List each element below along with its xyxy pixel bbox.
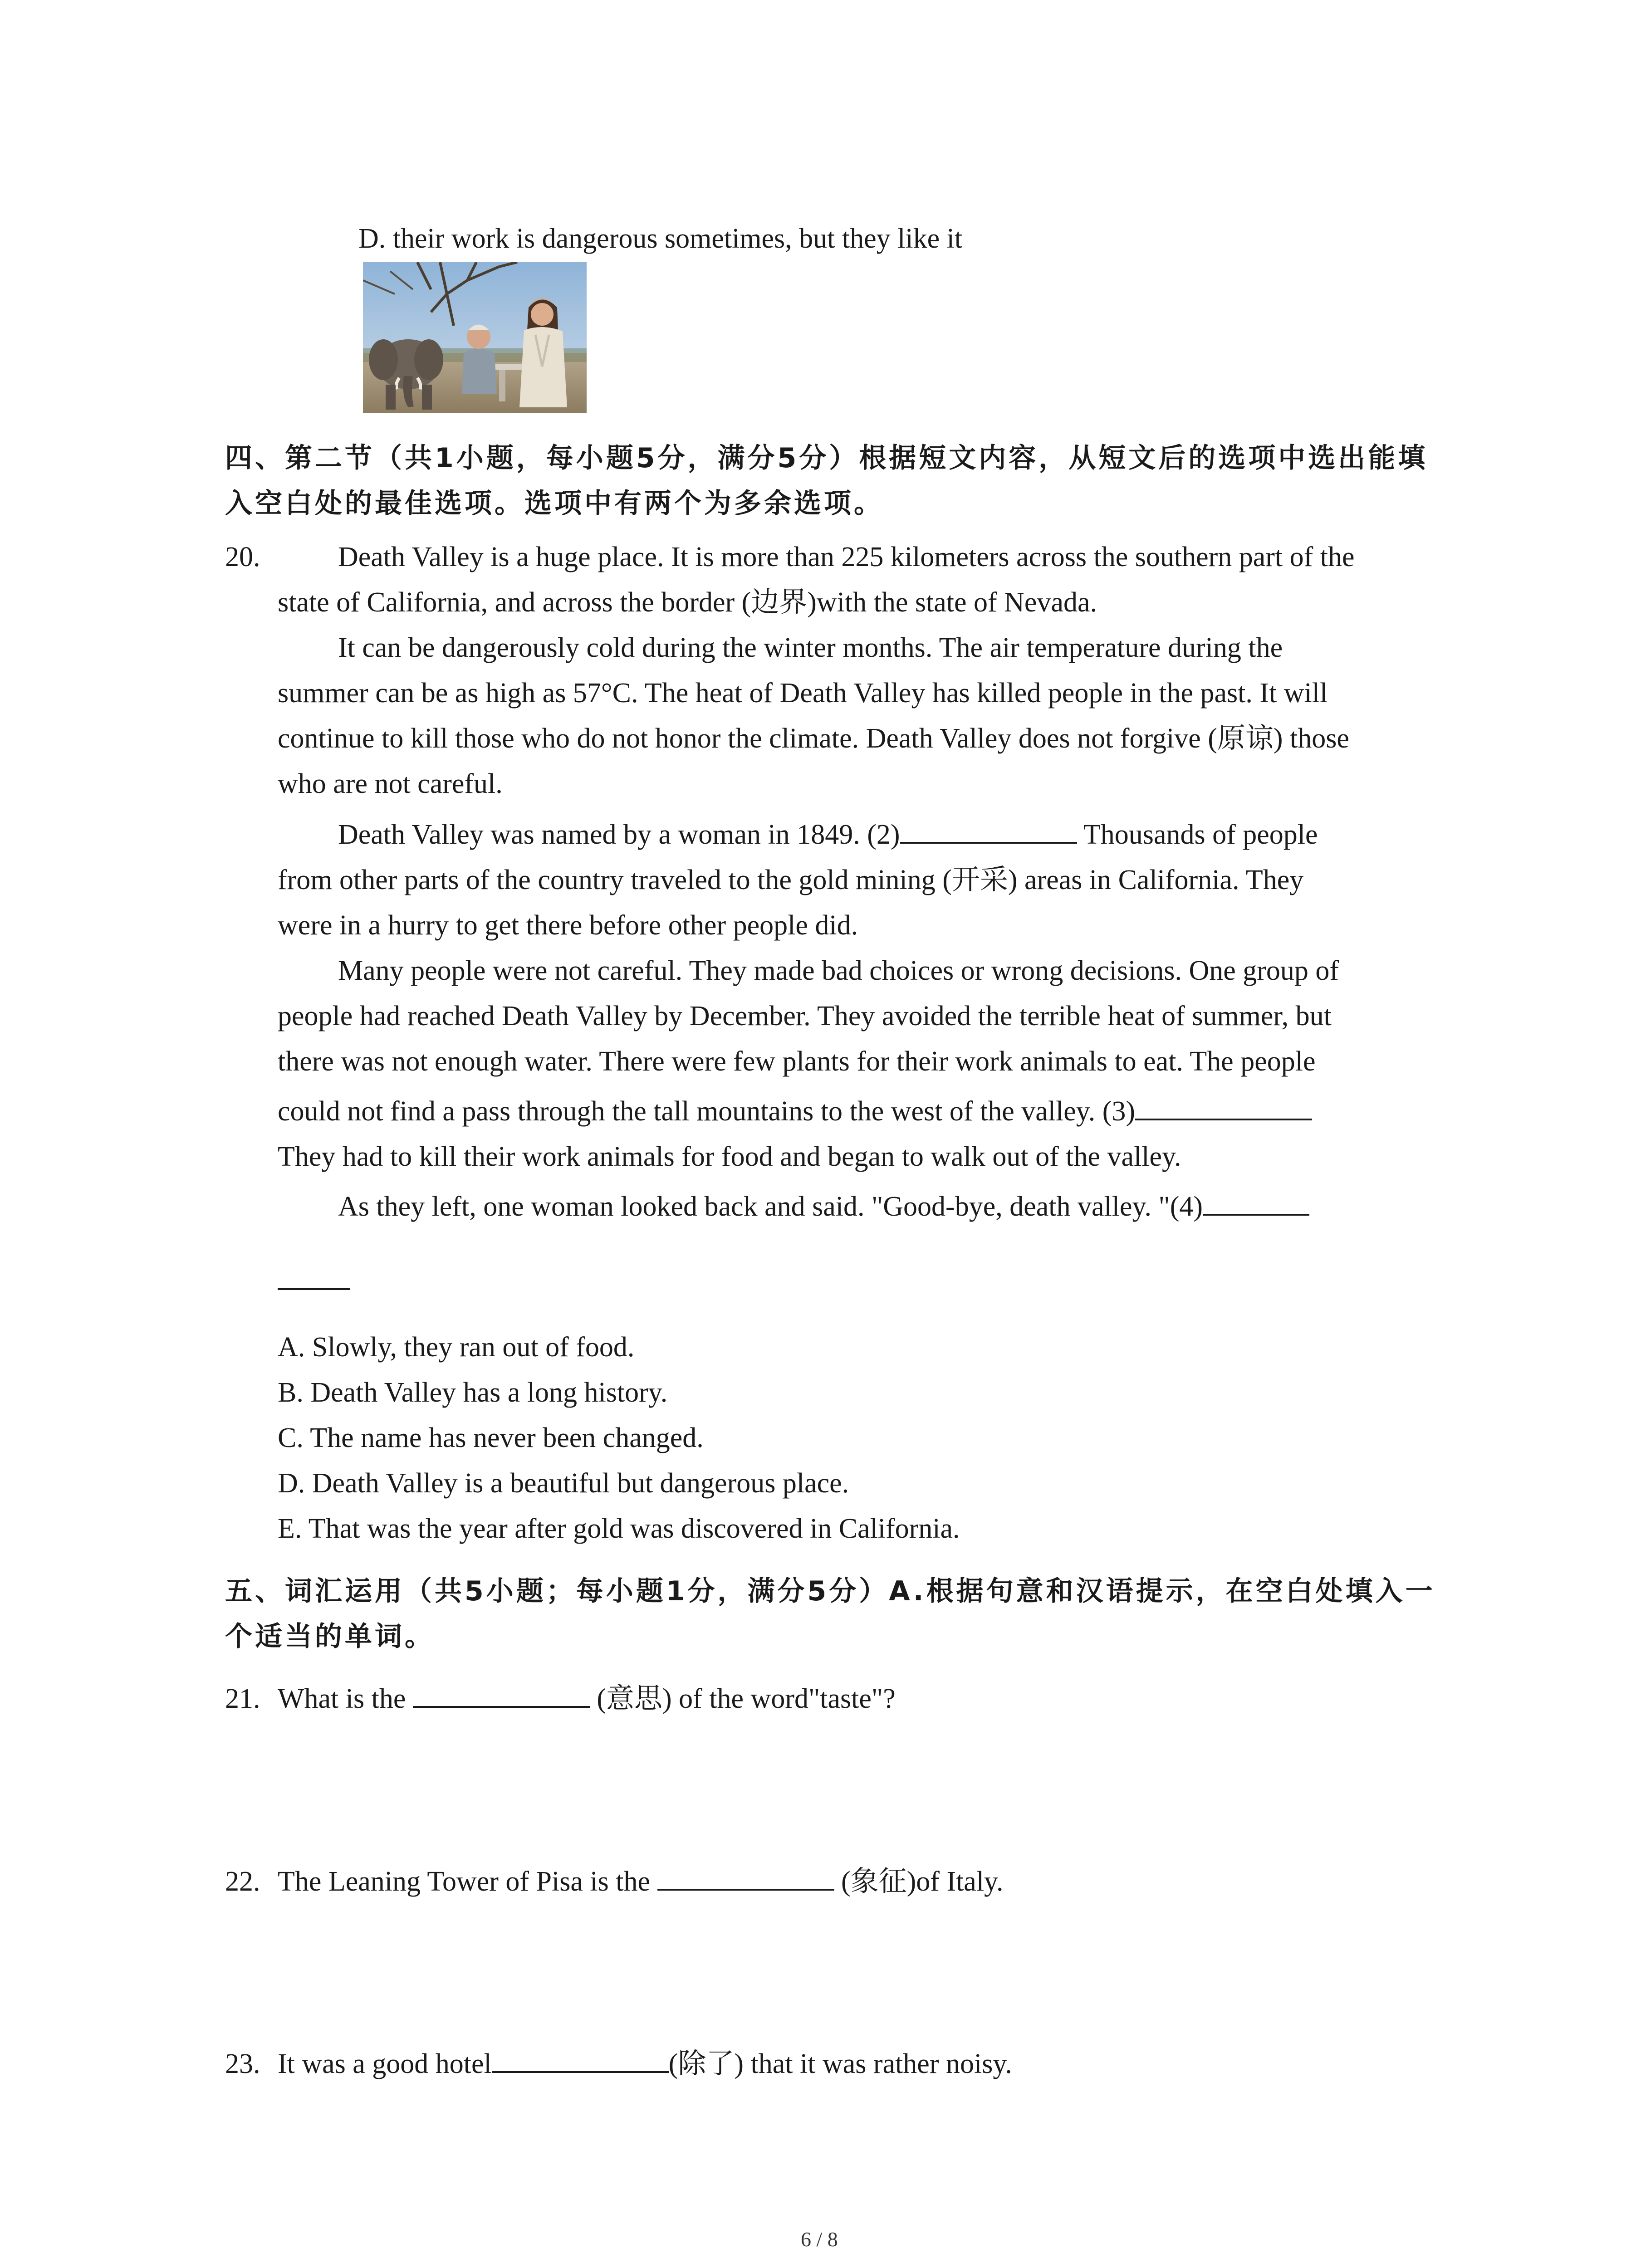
section5-heading-line2: 个适当的单词。 bbox=[225, 1621, 435, 1652]
blank-4[interactable] bbox=[1203, 1185, 1309, 1216]
q21-before: What is the bbox=[278, 1683, 406, 1714]
q20-line-10: Many people were not careful. They made bad choices or wrong decisions. One group of bbox=[338, 955, 1339, 986]
q22-blank[interactable] bbox=[657, 1860, 834, 1891]
q20-number: 20. bbox=[225, 542, 260, 572]
q20-line-4: summer can be as high as 57°C. The heat of Death Valley has killed people in the past. It will bbox=[278, 678, 1328, 709]
q20-line-7-text: Death Valley was named by a woman in 1849. (2) bbox=[338, 819, 900, 850]
q20-line-1: Death Valley is a huge place. It is more than 225 kilometers across the southern part of the bbox=[338, 542, 1355, 572]
q20-line-7-tail: Thousands of people bbox=[1083, 819, 1318, 850]
q20-line-3: It can be dangerously cold during the winter months. The air temperature during the bbox=[338, 632, 1283, 663]
q23-sentence bbox=[278, 2041, 1012, 2087]
q22-after: (象征)of Italy. bbox=[841, 1866, 1004, 1897]
q20-line-6: who are not careful. bbox=[278, 768, 503, 799]
q20-line-12: there was not enough water. There were few plants for their work animals to eat. The people bbox=[278, 1046, 1316, 1077]
q20-line-15-text: As they left, one woman looked back and said. "Good-bye, death valley. "(4) bbox=[338, 1191, 1203, 1222]
section4-heading-line1: 四、第二节（共1小题，每小题5分，满分5分）根据短文内容，从短文后的选项中选出能填 bbox=[225, 442, 1428, 474]
option-e: E. That was the year after gold was discovered in California. bbox=[278, 1513, 960, 1544]
blank-4-continuation bbox=[278, 1288, 350, 1290]
blank-3[interactable] bbox=[1135, 1090, 1312, 1120]
q20-line-11: people had reached Death Valley by December. They avoided the terrible heat of summer, but bbox=[278, 1001, 1332, 1031]
q21-sentence bbox=[278, 1676, 896, 1721]
q21-after: (意思) of the word"taste"? bbox=[597, 1683, 896, 1714]
q20-line-15 bbox=[338, 1184, 1309, 1229]
q21-blank[interactable] bbox=[413, 1677, 590, 1708]
q22-number: 22. bbox=[225, 1866, 260, 1897]
q19-option-d: D. their work is dangerous sometimes, but they like it bbox=[358, 223, 963, 254]
section5-heading-line1: 五、词汇运用（共5小题；每小题1分，满分5分）A.根据句意和汉语提示，在空白处填入一 bbox=[225, 1575, 1435, 1607]
q20-line-13-text: could not find a pass through the tall mountains to the west of the valley. (3) bbox=[278, 1096, 1136, 1127]
q21-number: 21. bbox=[225, 1683, 260, 1714]
q20-line-14: They had to kill their work animals for food and began to walk out of the valley. bbox=[278, 1141, 1181, 1172]
q20-line-8: from other parts of the country traveled to the gold mining (开采) areas in California. They bbox=[278, 865, 1304, 895]
page-number: 6 / 8 bbox=[801, 2228, 838, 2251]
safari-photo bbox=[363, 262, 587, 413]
q23-blank[interactable] bbox=[492, 2042, 669, 2073]
q23-after: (除了) that it was rather noisy. bbox=[668, 2048, 1012, 2079]
blank-2[interactable] bbox=[900, 813, 1077, 844]
q20-line-5: continue to kill those who do not honor the climate. Death Valley does not forgive (原谅) those bbox=[278, 723, 1349, 754]
q23-number: 23. bbox=[225, 2048, 260, 2079]
option-c: C. The name has never been changed. bbox=[278, 1422, 704, 1453]
q22-before: The Leaning Tower of Pisa is the bbox=[278, 1866, 650, 1897]
option-a: A. Slowly, they ran out of food. bbox=[278, 1332, 635, 1363]
section4-heading-line2: 入空白处的最佳选项。选项中有两个为多余选项。 bbox=[225, 488, 884, 519]
q20-line-9: were in a hurry to get there before other people did. bbox=[278, 910, 858, 941]
q22-sentence bbox=[278, 1859, 1004, 1904]
q20-line-7 bbox=[338, 812, 1318, 857]
q20-line-2: state of California, and across the border (边界)with the state of Nevada. bbox=[278, 587, 1097, 618]
q23-before: It was a good hotel bbox=[278, 2048, 492, 2079]
q20-line-13 bbox=[278, 1089, 1312, 1134]
option-d: D. Death Valley is a beautiful but dangerous place. bbox=[278, 1468, 849, 1499]
option-b: B. Death Valley has a long history. bbox=[278, 1377, 668, 1408]
